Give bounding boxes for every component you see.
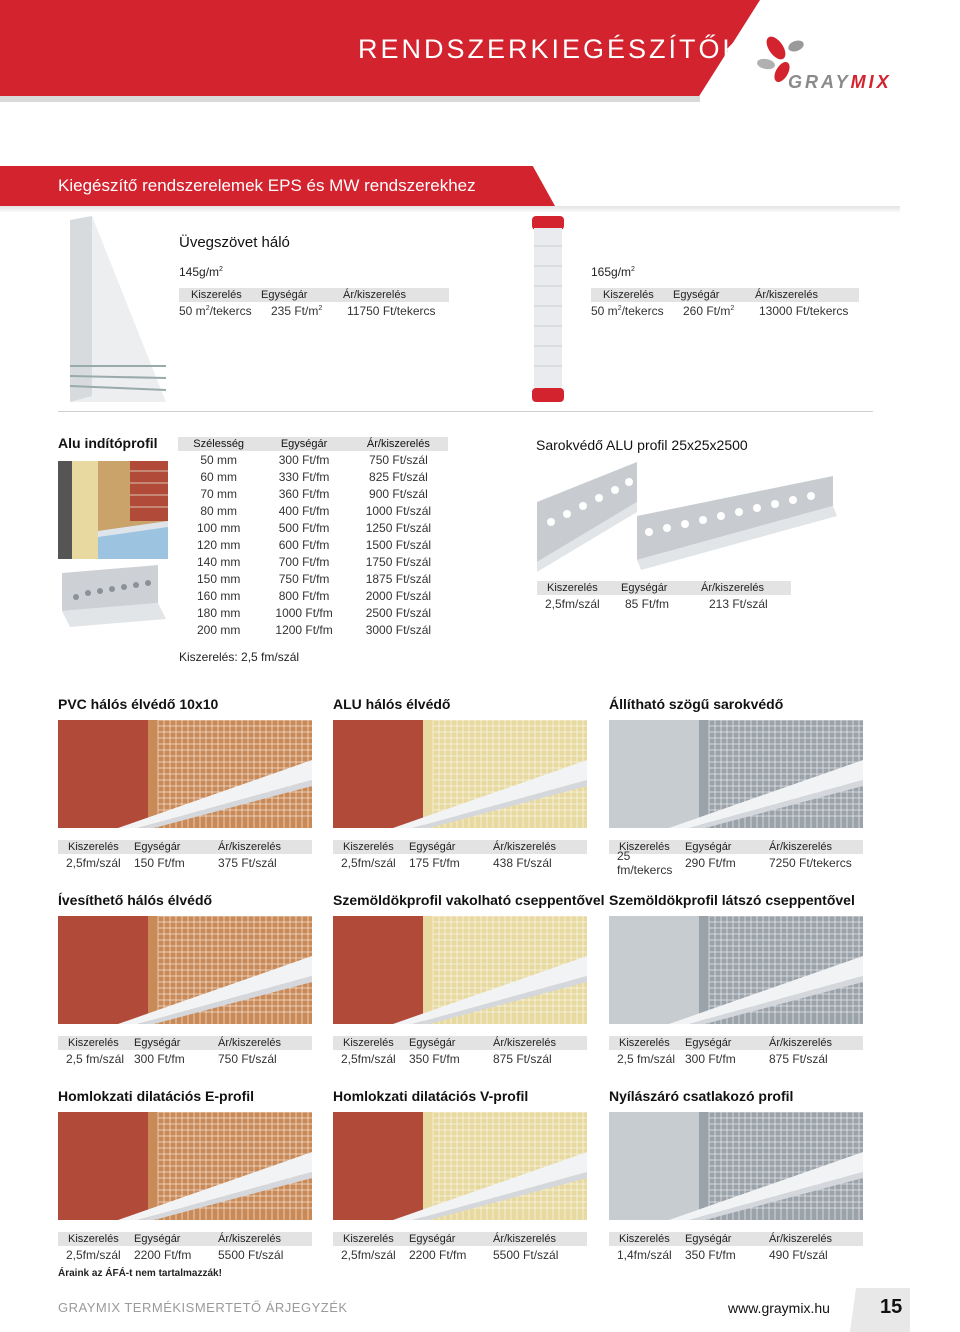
alu-width-cell: 60 mm (200, 470, 238, 484)
mesh-right-pack-value: 50 m (591, 304, 618, 318)
product-title: Homlokzati dilatációs E-profil (58, 1088, 255, 1104)
alu-price-cell: 750 Ft/szál (369, 453, 428, 467)
product-value-row (333, 1050, 587, 1068)
alu-unit-cell: 1200 Ft/fm (275, 623, 333, 637)
alu-table-row (178, 536, 448, 553)
mesh-left-unit (271, 304, 347, 318)
product-image (609, 1112, 863, 1220)
mesh-left-header-pack: Kiszerelés (191, 289, 242, 301)
alu-title: Alu indítóprofil (58, 435, 158, 451)
product-image (609, 916, 863, 1024)
product-price-table (58, 1232, 312, 1264)
corner-profile-image (537, 462, 637, 572)
alu-table-row (178, 502, 448, 519)
alu-price-cell: 2500 Ft/szál (365, 606, 432, 620)
alu-unit-cell: 700 Ft/fm (278, 555, 330, 569)
alu-price-cell: 825 Ft/szál (369, 470, 428, 484)
alu-unit-cell: 360 Ft/fm (278, 487, 330, 501)
alu-header-width: Szélesség (178, 437, 259, 451)
alu-pack-note (179, 650, 299, 664)
mesh-left-weight-sup: 2 (219, 266, 223, 273)
product-price-table (609, 1232, 863, 1264)
alu-width-cell: 180 mm (197, 606, 241, 620)
product-price: 7250 Ft/tekercs (769, 856, 852, 870)
product-title: Ívesíthető hálós élvédő (58, 892, 213, 908)
alu-pack-value: 2,5 fm/szál (237, 650, 300, 664)
alu-width-cell: 160 mm (197, 589, 241, 603)
mesh-left-header-price: Ár/kiszerelés (343, 289, 406, 301)
alu-width-cell: 150 mm (197, 572, 241, 586)
divider-mesh (58, 411, 873, 412)
mesh-right-unit (683, 304, 759, 318)
product-pack: 2,5 fm/szál (617, 1052, 676, 1066)
product-header-price: Ár/kiszerelés (493, 1037, 556, 1049)
product-value-row (58, 854, 312, 872)
corner-price: 213 Ft/szál (709, 597, 768, 611)
product-header-pack: Kiszerelés (619, 1233, 670, 1245)
product-unit: 2200 Ft/fm (409, 1248, 467, 1262)
alu-price-cell: 1750 Ft/szál (365, 555, 432, 569)
product-header-row (333, 1232, 587, 1246)
mesh-right-table (591, 288, 859, 320)
product-price-table (333, 1036, 587, 1068)
product-unit: 350 Ft/fm (409, 1052, 460, 1066)
mesh-right-unit-value: 260 Ft/m (683, 304, 731, 318)
mesh-right-pack-suffix: /tekercs (621, 304, 664, 318)
alu-width-cell: 70 mm (200, 487, 238, 501)
product-price: 5500 Ft/szál (493, 1248, 559, 1262)
product-unit: 300 Ft/fm (685, 1052, 736, 1066)
corner-header-row (537, 581, 791, 595)
mesh-left-unit-sup: 2 (318, 305, 323, 312)
product-header-row (609, 1036, 863, 1050)
vat-note: Áraink az ÁFÁ-t nem tartalmazzák! (58, 1268, 222, 1279)
alu-price-cell: 900 Ft/szál (369, 487, 428, 501)
product-header-price: Ár/kiszerelés (218, 841, 281, 853)
alu-table-row (178, 485, 448, 502)
product-header-price: Ár/kiszerelés (218, 1233, 281, 1245)
mesh-right-weight-sup: 2 (631, 266, 635, 273)
corner-pack: 2,5fm/szál (545, 597, 600, 611)
product-pack: 2,5fm/szál (66, 856, 121, 870)
alu-width-cell: 140 mm (197, 555, 241, 569)
alu-width-cell: 100 mm (197, 521, 241, 535)
product-header-row (58, 1036, 312, 1050)
product-price-table (333, 1232, 587, 1264)
product-title: PVC hálós élvédő 10x10 (58, 696, 219, 712)
product-title: Szemöldökprofil látszó cseppentővel (609, 892, 855, 908)
product-header-row (58, 1232, 312, 1246)
alu-unit-cell: 500 Ft/fm (278, 521, 330, 535)
mesh-left-table (179, 288, 449, 320)
product-unit: 350 Ft/fm (685, 1248, 736, 1262)
title-banner-shadow (0, 96, 700, 102)
mesh-right-pack (591, 304, 683, 318)
product-pack: 2,5 fm/szál (66, 1052, 125, 1066)
alu-header-row (178, 437, 448, 451)
logo-gray: GRAY (788, 72, 851, 92)
corner-value-row (537, 595, 791, 613)
logo-wordmark (788, 72, 892, 93)
product-price-table (609, 1036, 863, 1068)
alu-width-cell: 80 mm (200, 504, 238, 518)
product-header-unit: Egységár (134, 1037, 181, 1049)
product-image (58, 916, 312, 1024)
footer-page-number: 15 (880, 1296, 903, 1318)
alu-unit-cell: 1000 Ft/fm (275, 606, 333, 620)
mesh-left-unit-value: 235 Ft/m (271, 304, 319, 318)
alu-table-row (178, 587, 448, 604)
product-pack: 2,5fm/szál (66, 1248, 121, 1262)
alu-width-cell: 200 mm (197, 623, 241, 637)
product-title: ALU hálós élvédő (333, 696, 451, 712)
product-pack: 2,5fm/szál (341, 1052, 396, 1066)
mesh-right-price: 13000 Ft/tekercs (759, 304, 849, 318)
product-price: 375 Ft/szál (218, 856, 277, 870)
alu-table-row (178, 519, 448, 536)
product-unit: 2200 Ft/fm (134, 1248, 192, 1262)
mesh-right-weight-value: 165g/m (591, 265, 632, 279)
alu-unit-cell: 330 Ft/fm (278, 470, 330, 484)
product-header-unit: Egységár (685, 1037, 732, 1049)
alu-unit-cell: 400 Ft/fm (278, 504, 330, 518)
product-header-price: Ár/kiszerelés (769, 841, 832, 853)
product-header-row (333, 840, 587, 854)
product-value-row (609, 849, 863, 877)
alu-width-cell: 50 mm (200, 453, 238, 467)
page-title: RENDSZERKIEGÉSZÍTŐK (358, 34, 744, 64)
product-header-pack: Kiszerelés (68, 841, 119, 853)
product-header-unit: Egységár (409, 841, 456, 853)
alu-header-unit: Egységár (259, 437, 348, 451)
mesh-right-pack-sup: 2 (617, 305, 622, 312)
alu-price-cell: 1250 Ft/szál (365, 521, 432, 535)
alu-unit-cell: 750 Ft/fm (278, 572, 330, 586)
product-price: 490 Ft/szál (769, 1248, 828, 1262)
alu-table-row (178, 468, 448, 485)
product-header-pack: Kiszerelés (343, 1037, 394, 1049)
product-pack: 2,5fm/szál (341, 1248, 396, 1262)
product-header-row (609, 1232, 863, 1246)
alu-table-row (178, 553, 448, 570)
product-header-pack: Kiszerelés (343, 1233, 394, 1245)
product-value-row (58, 1246, 312, 1264)
mesh-left-weight (179, 265, 223, 279)
product-header-unit: Egységár (685, 1233, 732, 1245)
product-price-table (333, 840, 587, 872)
corner-header-unit: Egységár (621, 582, 668, 594)
alu-unit-cell: 800 Ft/fm (278, 589, 330, 603)
alu-price-cell: 3000 Ft/szál (365, 623, 432, 637)
mesh-left-pack (179, 304, 271, 318)
alu-price-cell: 1875 Ft/szál (365, 572, 432, 586)
product-unit: 175 Ft/fm (409, 856, 460, 870)
mesh-right-header-row (591, 288, 859, 302)
product-pack: 2,5fm/szál (341, 856, 396, 870)
product-image (333, 916, 587, 1024)
mesh-right-header-pack: Kiszerelés (603, 289, 654, 301)
product-image (333, 720, 587, 828)
alu-price-cell: 1500 Ft/szál (365, 538, 432, 552)
product-value-row (609, 1050, 863, 1068)
product-header-pack: Kiszerelés (68, 1233, 119, 1245)
alu-table-row (178, 570, 448, 587)
product-price: 875 Ft/szál (769, 1052, 828, 1066)
alu-profile-image (58, 563, 168, 631)
product-header-unit: Egységár (409, 1233, 456, 1245)
mesh-left-pack-suffix: /tekercs (209, 304, 252, 318)
product-title: Állítható szögű sarokvédő (609, 696, 784, 712)
product-header-row (58, 840, 312, 854)
product-image (609, 720, 863, 828)
alu-price-cell: 1000 Ft/szál (365, 504, 432, 518)
product-pack: 25 fm/tekercs (617, 849, 673, 877)
product-header-price: Ár/kiszerelés (218, 1037, 281, 1049)
product-header-row (333, 1036, 587, 1050)
alu-table-row (178, 451, 448, 468)
product-value-row (609, 1246, 863, 1264)
mesh-right-header-unit: Egységár (673, 289, 720, 301)
product-unit: 300 Ft/fm (134, 1052, 185, 1066)
corner-header-price: Ár/kiszerelés (701, 582, 764, 594)
product-header-pack: Kiszerelés (68, 1037, 119, 1049)
product-header-price: Ár/kiszerelés (493, 841, 556, 853)
alu-table-row (178, 604, 448, 621)
product-value-row (333, 1246, 587, 1264)
mesh-title: Üvegszövet háló (179, 234, 290, 251)
mesh-left-value-row (179, 302, 449, 320)
product-pack: 1,4fm/szál (617, 1248, 672, 1262)
product-price-table (58, 840, 312, 872)
product-title: Nyílászáró csatlakozó profil (609, 1088, 794, 1104)
product-header-unit: Egységár (134, 1233, 181, 1245)
mesh-right-unit-sup: 2 (730, 305, 735, 312)
logo-mix: MIX (850, 72, 892, 92)
corner-title: Sarokvédő ALU profil 25x25x2500 (536, 437, 748, 453)
mesh-left-header-row (179, 288, 449, 302)
product-price: 875 Ft/szál (493, 1052, 552, 1066)
alu-pack-label: Kiszerelés: (179, 650, 238, 664)
product-price: 438 Ft/szál (493, 856, 552, 870)
alu-header-price: Ár/kiszerelés (349, 437, 448, 451)
mesh-roll-image-left (62, 216, 174, 402)
product-header-pack: Kiszerelés (343, 841, 394, 853)
product-value-row (58, 1050, 312, 1068)
alu-price-cell: 2000 Ft/szál (365, 589, 432, 603)
mesh-right-header-price: Ár/kiszerelés (755, 289, 818, 301)
mesh-left-header-unit: Egységár (261, 289, 308, 301)
mesh-left-pack-sup: 2 (205, 305, 210, 312)
product-header-price: Ár/kiszerelés (769, 1037, 832, 1049)
product-header-pack: Kiszerelés (619, 841, 670, 853)
product-price-table (58, 1036, 312, 1068)
mesh-roll-image-right (530, 216, 566, 402)
product-price: 750 Ft/szál (218, 1052, 277, 1066)
mesh-right-weight (591, 265, 635, 279)
product-header-unit: Egységár (685, 841, 732, 853)
corner-header-pack: Kiszerelés (547, 582, 598, 594)
mesh-left-price: 11750 Ft/tekercs (347, 304, 436, 318)
alu-table-row (178, 621, 448, 638)
product-image (333, 1112, 587, 1220)
alu-price-table (178, 437, 448, 638)
product-image (58, 720, 312, 828)
mesh-right-value-row (591, 302, 859, 320)
product-header-pack: Kiszerelés (619, 1037, 670, 1049)
product-image (58, 1112, 312, 1220)
alu-install-image (58, 461, 168, 559)
alu-unit-cell: 600 Ft/fm (278, 538, 330, 552)
product-header-price: Ár/kiszerelés (493, 1233, 556, 1245)
section-shadow (0, 206, 900, 212)
product-price-table (609, 840, 863, 877)
corner-unit: 85 Ft/fm (625, 597, 670, 611)
section-title: Kiegészítő rendszerelemek EPS és MW rendszerekhez (58, 176, 476, 195)
product-value-row (333, 854, 587, 872)
footer-catalog-name: GRAYMIX TERMÉKISMERTETŐ ÁRJEGYZÉK (58, 1300, 348, 1315)
alu-width-cell: 120 mm (197, 538, 241, 552)
corner-profile-image-2 (637, 476, 837, 570)
product-header-price: Ár/kiszerelés (769, 1233, 832, 1245)
product-title: Homlokzati dilatációs V-profil (333, 1088, 529, 1104)
product-header-unit: Egységár (409, 1037, 456, 1049)
alu-unit-cell: 300 Ft/fm (278, 453, 330, 467)
product-header-unit: Egységár (134, 841, 181, 853)
product-unit: 290 Ft/fm (685, 856, 736, 870)
mesh-left-pack-value: 50 m (179, 304, 206, 318)
product-title: Szemöldökprofil vakolható cseppentővel (333, 892, 605, 908)
corner-table (537, 581, 791, 613)
product-price: 5500 Ft/szál (218, 1248, 284, 1262)
product-unit: 150 Ft/fm (134, 856, 185, 870)
footer-url[interactable]: www.graymix.hu (728, 1300, 830, 1316)
mesh-left-weight-value: 145g/m (179, 265, 220, 279)
